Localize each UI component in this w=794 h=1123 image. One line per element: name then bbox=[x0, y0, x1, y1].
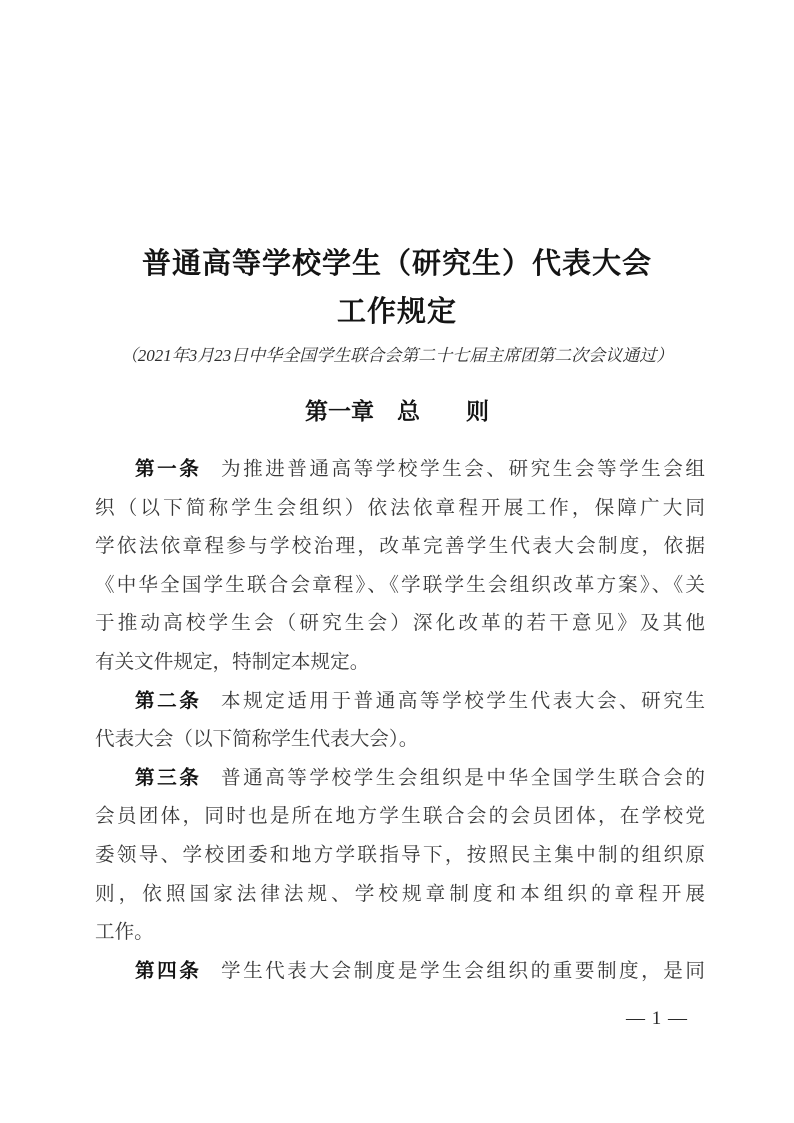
body-line: 织（以下简称学生会组织）依法依章程开展工作，保障广大同 bbox=[95, 497, 705, 519]
body-line: 学依法依章程参与学校治理，改革完善学生代表大会制度，依据 bbox=[95, 536, 705, 558]
chapter-heading: 第一章 总 则 bbox=[305, 399, 489, 424]
document-subtitle: （2021年3月23日中华全国学生联合会第二十七届主席团第二次会议通过） bbox=[120, 346, 674, 365]
article-label: 第二条 bbox=[135, 690, 202, 712]
body-text bbox=[95, 451, 705, 991]
document-title-line1: 普通高等学校学生（研究生）代表大会 bbox=[141, 248, 652, 280]
body-line: 于推动高校学生会（研究生会）深化改革的若干意见》及其他 bbox=[95, 613, 705, 635]
body-line: 第二条 本规定适用于普通高等学校学生代表大会、研究生 bbox=[135, 690, 706, 712]
body-line: 则，依照国家法律法规、学校规章制度和本组织的章程开展 bbox=[95, 883, 705, 905]
body-line: 代表大会（以下简称学生代表大会）。 bbox=[95, 729, 419, 751]
body-line: 第四条 学生代表大会制度是学生会组织的重要制度，是同 bbox=[135, 960, 706, 982]
page-number: — 1 — bbox=[626, 1008, 688, 1029]
body-line: 委领导、学校团委和地方学联指导下，按照民主集中制的组织原 bbox=[95, 844, 705, 866]
body-line: 工作。 bbox=[95, 922, 154, 944]
article-label: 第一条 bbox=[135, 459, 202, 480]
article-label: 第三条 bbox=[135, 767, 202, 789]
body-line: 第一条 为推进普通高等学校学生会、研究生会等学生会组 bbox=[135, 459, 706, 480]
body-line: 会员团体，同时也是所在地方学生联合会的会员团体，在学校党 bbox=[95, 806, 705, 828]
body-line: 有关文件规定，特制定本规定。 bbox=[95, 651, 370, 673]
article-label: 第四条 bbox=[135, 960, 202, 982]
body-line: 第三条 普通高等学校学生会组织是中华全国学生联合会的 bbox=[135, 767, 706, 789]
document-title-line2: 工作规定 bbox=[336, 296, 457, 328]
body-line: 《中华全国学生联合会章程》、《学联学生会组织改革方案》、《关 bbox=[95, 574, 705, 596]
